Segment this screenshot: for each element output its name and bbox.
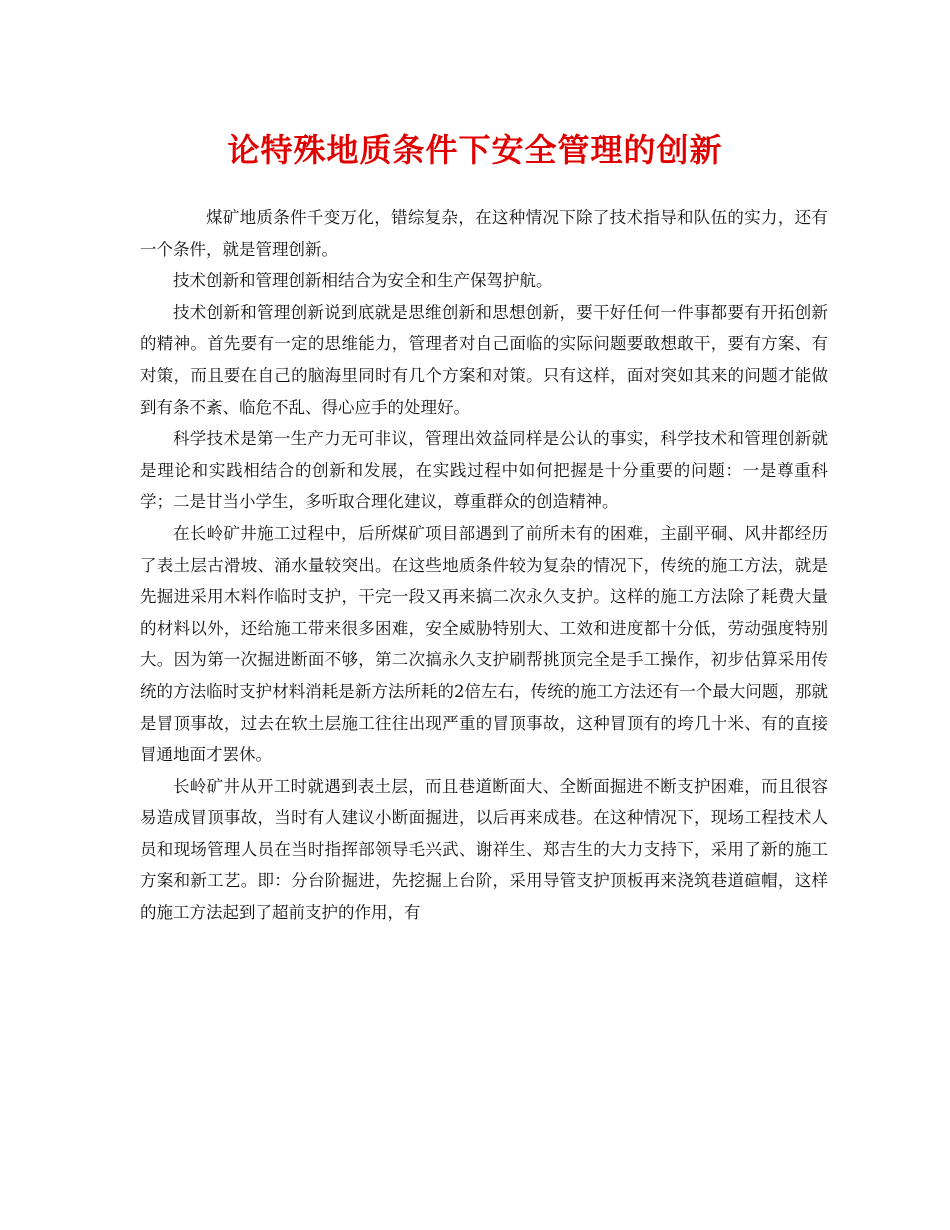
paragraph-1: 煤矿地质条件千变万化，错综复杂，在这种情况下除了技术指导和队伍的实力，还有一个条件，就是管理创新。 [140, 208, 828, 259]
paragraph-5: 在长岭矿井施工过程中，后所煤矿项目部遇到了前所未有的困难，主副平硐、风井都经历了表土层古滑坡、涌水量较突出。在这些地质条件较为复杂的情况下，传统的施工方法，就是先掘进采用木料作临时支护，干完一段又再来搞二次永久支护。这样的施工方法除了耗费大量的材料以外，还给施工带来很多困难，安全威胁特别大、工效和进度都十分低，劳动强度特别大。因为第一次掘进断面不够，第二次搞永久支护刷帮挑顶完全是手工操作，初步估算采用传统的方法临时支护材料消耗是新方法所耗的2倍左右，传统的施工方法还有一个最大问题，那就是冒顶事故，过去在软土层施工往往出现严重的冒顶事故，这种冒顶有的垮几十米、有的直接冒通地面才罢休。 [140, 523, 828, 765]
document-body [140, 202, 828, 929]
paragraph-3: 技术创新和管理创新说到底就是思维创新和思想创新，要干好任何一件事都要有开拓创新的精神。首先要有一定的思维能力，管理者对自己面临的实际问题要敢想敢干，要有方案、有对策，而且要在自己的脑海里同时有几个方案和对策。只有这样，面对突如其来的问题才能做到有条不紊、临危不乱、得心应手的处理好。 [140, 302, 828, 417]
paragraph-4: 科学技术是第一生产力无可非议，管理出效益同样是公认的事实，科学技术和管理创新就是理论和实践相结合的创新和发展，在实践过程中如何把握是十分重要的问题：一是尊重科学；二是甘当小学生，多听取合理化建议，尊重群众的创造精神。 [140, 429, 828, 512]
paragraph-6: 长岭矿井从开工时就遇到表土层，而且巷道断面大、全断面掘进不断支护困难，而且很容易造成冒顶事故，当时有人建议小断面掘进，以后再来成巷。在这种情况下，现场工程技术人员和现场管理人员在当时指挥部领导毛兴武、谢祥生、郑吉生的大力支持下，采用了新的施工方案和新工艺。即：分台阶掘进，先挖掘上台阶，采用导管支护顶板再来浇筑巷道碹帽，这样的施工方法起到了超前支护的作用，有 [140, 776, 828, 923]
paragraph-2: 技术创新和管理创新相结合为安全和生产保驾护航。 [173, 271, 553, 291]
document-title: 论特殊地质条件下安全管理的创新 [227, 131, 723, 169]
